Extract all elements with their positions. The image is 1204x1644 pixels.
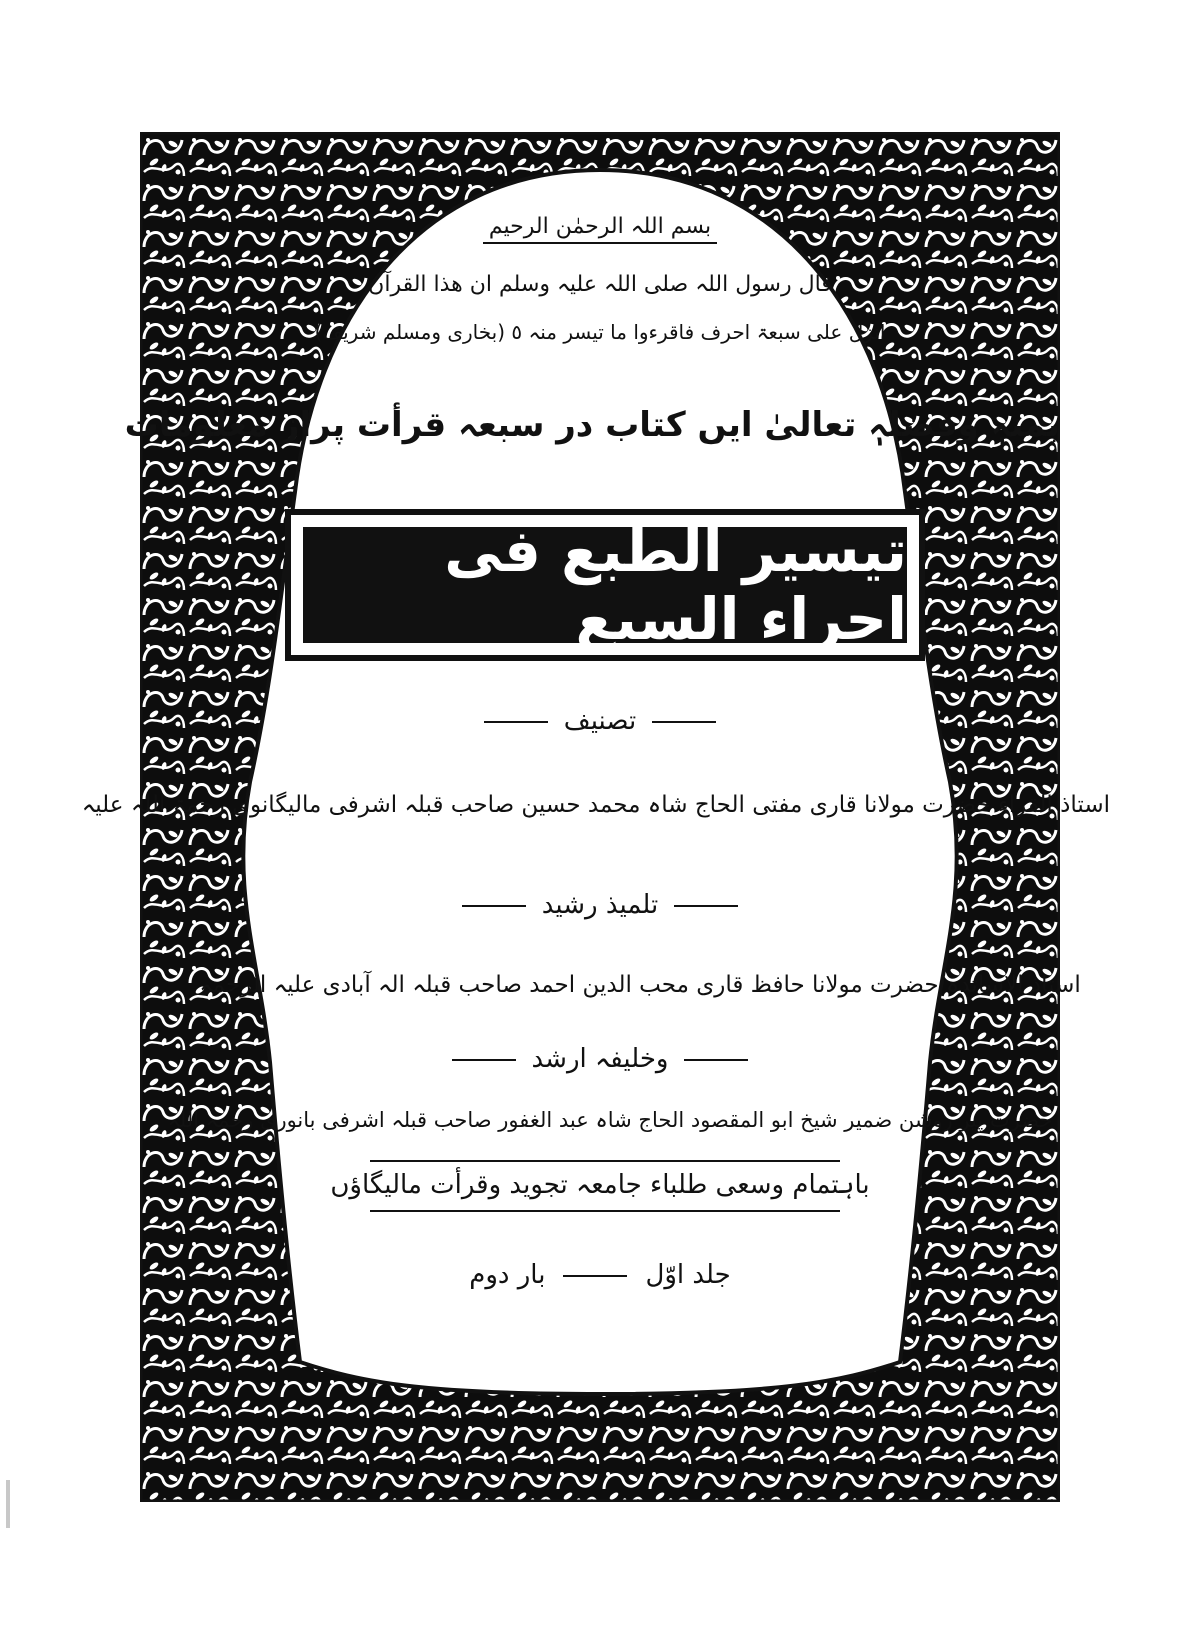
khalifa-label: وخلیفہ ارشد (531, 1044, 669, 1074)
shaikh-line: حضرت پیر روشن ضمیر شیخ ابو المقصود الحاج شاہ عبد الغفور صاحب قبلہ اشرفی بانوری رحمہ اللہ (167, 1108, 1053, 1132)
teacher-line: استاذ الاساتذہ حضرت مولانا حافظ قاری محب الدین احمد صاحب قبلہ الہ آبادی علیہ الرحمہ (199, 972, 1081, 998)
title-panel (303, 517, 907, 653)
tasneef-heading (140, 706, 1060, 736)
book-title: تیسیر الطبع فی اجراء السبع (444, 517, 907, 653)
hadith-line-2: انزل علی سبعۃ احرف فاقرءوا ما تیسر منہ ٥ (بخاری ومسلم شریف) (314, 320, 886, 344)
khalifa-heading (140, 1044, 1060, 1074)
bismillah-text: بسم اللہ الرحمٰن الرحیم (483, 214, 717, 244)
edition-line (140, 1260, 1060, 1290)
divider-dash (484, 721, 548, 723)
divider-dash (563, 1275, 627, 1277)
publisher-rule-top (370, 1160, 840, 1162)
print-label: بار دوم (469, 1260, 546, 1290)
publisher-rule-bottom (370, 1210, 840, 1212)
talmeez-label: تلمیذ رشید (541, 890, 659, 920)
page-content (81, 132, 1110, 1502)
author-line: استاذ القراء حضرت مولانا قاری مفتی الحاج شاہ محمد حسین صاحب قبلہ اشرفی مالیگانوی رحمۃ اللہ علیہ (81, 792, 1110, 818)
divider-dash (652, 721, 716, 723)
divider-dash (684, 1059, 748, 1061)
divider-dash (452, 1059, 516, 1061)
talmeez-heading (140, 890, 1060, 920)
scan-edge-mark (6, 1480, 10, 1528)
divider-dash (462, 905, 526, 907)
volume-label: جلد اوّل (645, 1260, 731, 1290)
divider-dash (674, 905, 738, 907)
bismillah-line (140, 214, 1060, 239)
hadith-line-1: قال رسول اللہ صلی اللہ علیہ وسلم ان ھذا القرآن (368, 272, 832, 297)
title-box (285, 509, 925, 661)
publisher-line: باہتمام وسعی طلباء جامعہ تجوید وقرأت مالیگاؤں (330, 1170, 870, 1200)
intro-line: بمنہٖ وفضلہٖ تعالیٰ ایں کتاب در سبعہ قرأت پراز معلومات (124, 405, 1060, 445)
tasneef-label: تصنیف (563, 706, 637, 736)
